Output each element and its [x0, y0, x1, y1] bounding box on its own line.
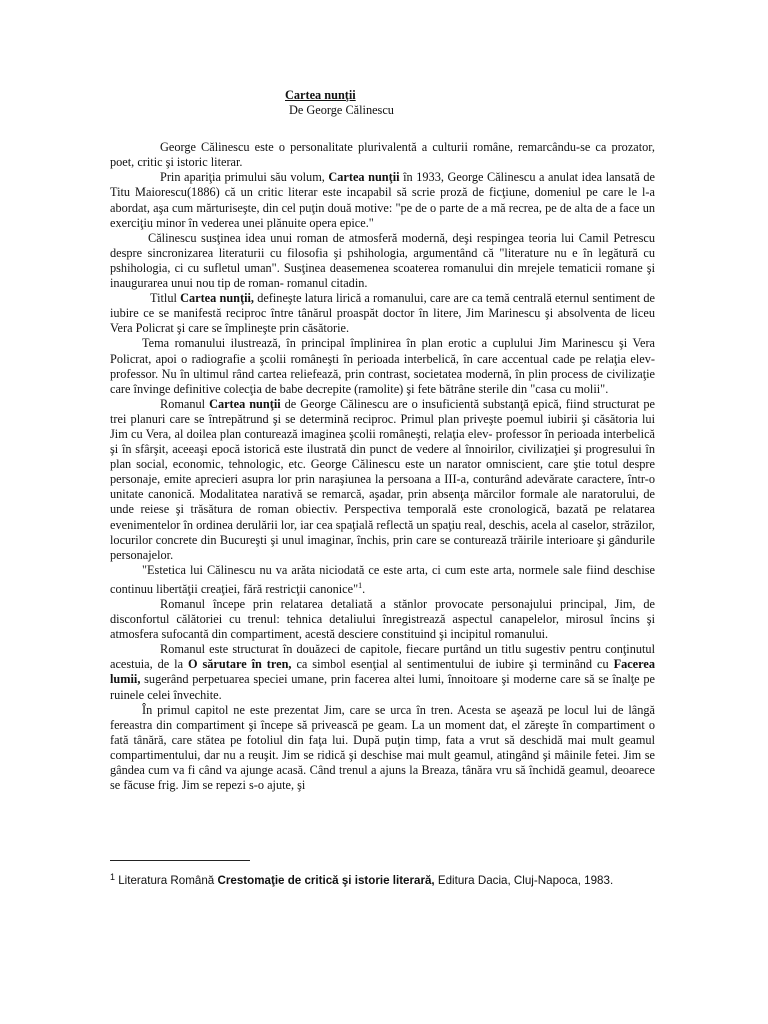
- paragraph-6: [110, 397, 655, 563]
- footnote-text-c: Editura Dacia, Cluj-Napoca, 1983.: [434, 874, 614, 887]
- footnote-number: 1: [110, 872, 116, 882]
- paragraph-6-text-a: Romanul: [160, 396, 210, 411]
- document-subtitle: De George Călinescu: [289, 103, 394, 118]
- chapter-title-bold: O sărutare în tren,: [187, 657, 292, 672]
- paragraph-4-text-a: Titlul: [150, 291, 181, 306]
- paragraph-3: Călinescu susţinea idea unui roman de atmosferă modernă, deşi respingea teoria lui Camil Petrescu despre sincronizarea literaturii cu filosofia şi pshihologia, argumentând că "literature nu e în legătură cu pshihologia, ci cu sufletul uman". Susţinea deasemenea scoaterea romanului din mrejele tematicii romane şi inaugurarea unui nou tip de roman- romanul citadin.: [110, 230, 655, 291]
- footnote-divider: [110, 860, 250, 861]
- paragraph-1: George Călinescu este o personalitate plurivalentă a culturii române, remarcându-se ca prozator, poet, critic şi istoric literar.: [110, 140, 655, 170]
- document-page: [110, 88, 655, 793]
- paragraph-9: [110, 642, 655, 702]
- paragraph-4: [110, 291, 655, 336]
- paragraph-10: În primul capitol ne este prezentat Jim, care se urca în tren. Acesta se aşează pe locul lui de lângă fereastra din compartiment şi începe să privească pe geam. La un moment dat, el zăreşte în compartiment o fată tânără, care stătea pe fotoliul din faţa lui. După puţin timp, fata a vrut să deschidă mai mult geamul compartimentului, dar nu a reuşit. Jim se ridică şi deschise mai mult geamul, atingând şi mâinile fetei. Jim se gândea cum va fi când va ajunge acasă. Când trenul a ajuns la Breaza, tânăra vru să închidă geamul, deoarece se făcuse frig. Jim se repezi s-o ajute, şi: [110, 702, 655, 793]
- paragraph-7-quote: [110, 563, 655, 597]
- paragraph-2-text-a: Prin apariţia primului său volum,: [160, 170, 329, 185]
- paragraph-8: Romanul începe prin relatarea detaliată a stănlor provocate personajului principal, Jim, de disconfortul călătoriei cu trenul: tehnica detaliului înregistrează aspectul canapelelor, mirosul încins şi atmosfera sufocantă din compartiment, acestă desciere constituind şi incipitul romanului.: [110, 597, 655, 642]
- quote-text: "Estetica lui Călinescu nu va arăta niciodată ce este arta, ci cum este arta, normele sale fiind deschise continuu libertăţii creaţiei, fără restricţii canonice": [110, 562, 655, 596]
- book-title-bold: Cartea nunţii: [328, 170, 400, 185]
- chapter-title-bold: Facerea lumii,: [110, 657, 655, 687]
- paragraph-4-text-c: defineşte latura lirică a romanului, care are ca temă centrală eternul sentiment de iubire ce se manifestă reciproc între tânărul proaspăt doctor în litere, Jim Marinescu şi absolventa de liceu Vera Policrat şi care se împlineşte prin căsătorie.: [110, 291, 655, 336]
- paragraph-2: [110, 170, 655, 230]
- paragraph-2-text-c: în 1933, George Călinescu a anulat idea lansată de Titu Maiorescu(1886) că un critic literar este incapabil să scrie proză de ficţiune, domeniul pe care le l-a abordat, aşa cum mărturiseşte, din cel puţin două motive: "pe de o parte de a mă recrea, pe de alta de a face un exerciţiu minor în vederea unei plănuite opera epice.": [110, 170, 655, 230]
- footnote-bold-title: Crestomaţie de critică şi istorie literară,: [217, 874, 435, 887]
- paragraph-9-text-e: sugerând perpetuarea speciei umane, prin facerea altei lumi, înnoitoare şi moderne care să se înalţe pe ruinele celei învechite.: [110, 672, 655, 702]
- paragraph-5: Tema romanului ilustrează, în principal împlinirea în plan erotic a cuplului Jim Marinescu şi Vera Policrat, apoi o radiografie a şcolii româneşti în perioada interbelică, în care accentual cade pe relaţia elev- professor. Nu în ultimul rând cartea reliefează, prin contrast, societatea modernă, în plin process de civilizaţie care învinge definitive colecţia de babe decrepite (ramolite) şi fete bătrâne sterile din "casa cu molii".: [110, 336, 655, 396]
- document-title: Cartea nunţii: [285, 88, 356, 102]
- paragraph-6-text-c: de George Călinescu are o insuficientă substanţă epică, fiind structurat pe trei planuri care se întrepătrund şi se determină reciproc. Primul plan priveşte poemul iubirii şi căsătoria lui Jim cu Vera, al doilea plan conturează imaginea şcolii româneşti, relaţia elev- professor în perioada interbelică şi în sfârşit, aceeaşi epocă istorică este ilustrată din punct de vedere al înnoirilor, civilizaţiei şi progresului în plan social, economic, tehnologic, etc. George Călinescu este un narator omniscient, care ştie totul despre personaje, emite aprecieri asupra lor prin naraşiunea la persoana a III-a, conturând adevărate caractere, într-o unitate canonică. Modalitatea narativă se remarcă, aşadar, prin absenţa mărcilor formale ale naratorului, de unde reiese şi trăsătura de roman obiectiv. Perspectiva temporală este cronologică, bazată pe relatarea evenimentelor în ordinea derulării lor, iar cea spaţială reflectă un spaţiu real, deschis, acela al caselor, străzilor, locurilor concrete din Bucureşti şi unul imaginar, închis, prin care se conturează trăirile interioare şi gândurile personajelor.: [110, 396, 655, 562]
- footnote-text-a: Literatura Română: [115, 874, 218, 887]
- quote-end: .: [362, 581, 366, 596]
- footnote: [110, 872, 690, 887]
- paragraph-9-text-c: ca simbol esenţial al sentimentului de iubire şi terminând cu: [291, 657, 614, 672]
- book-title-bold: Cartea nunţii,: [180, 291, 254, 306]
- paragraph-9-text-a: Romanul este structurat în douăzeci de capitole, fiecare purtând un titlu sugestiv pentru conţinutul acestuia, de la: [110, 642, 655, 672]
- book-title-bold: Cartea nunţii: [209, 396, 281, 411]
- footnote-reference: 1: [358, 580, 363, 590]
